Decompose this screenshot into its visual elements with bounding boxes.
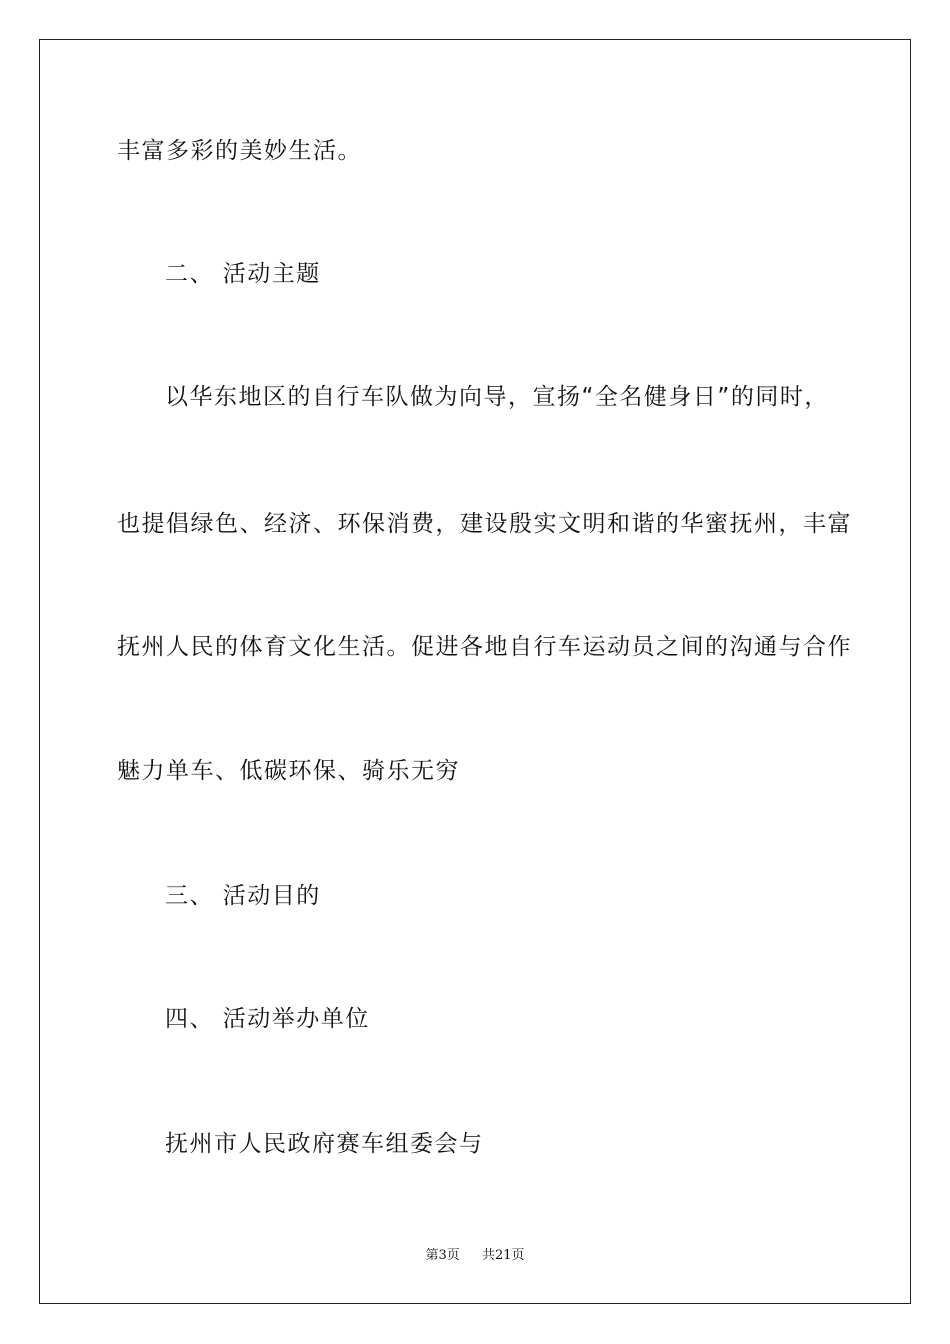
page-number: 第3页 [425, 1248, 460, 1263]
section-heading-organizer: 四、 活动举办单位 [165, 1006, 370, 1032]
total-pages: 共21页 [482, 1248, 525, 1263]
section-heading-purpose: 三、 活动目的 [165, 883, 321, 909]
paragraph-line: 抚州市人民政府赛车组委会与 [165, 1131, 484, 1157]
page-frame [39, 39, 911, 1304]
paragraph-line: 丰富多彩的美妙生活。 [117, 138, 362, 164]
paragraph-line: 魅力单车、低碳环保、骑乐无穷 [117, 758, 460, 784]
page-footer [0, 1247, 950, 1265]
section-heading-theme: 二、 活动主题 [165, 261, 321, 287]
paragraph-line: 抚州人民的体育文化生活。促进各地自行车运动员之间的沟通与合作 [117, 634, 852, 660]
paragraph-line: 以华东地区的自行车队做为向导，宣扬“全名健身日”的同时， [165, 384, 829, 410]
paragraph-line: 也提倡绿色、经济、环保消费，建设殷实文明和谐的华蜜抚州，丰富 [117, 511, 852, 537]
